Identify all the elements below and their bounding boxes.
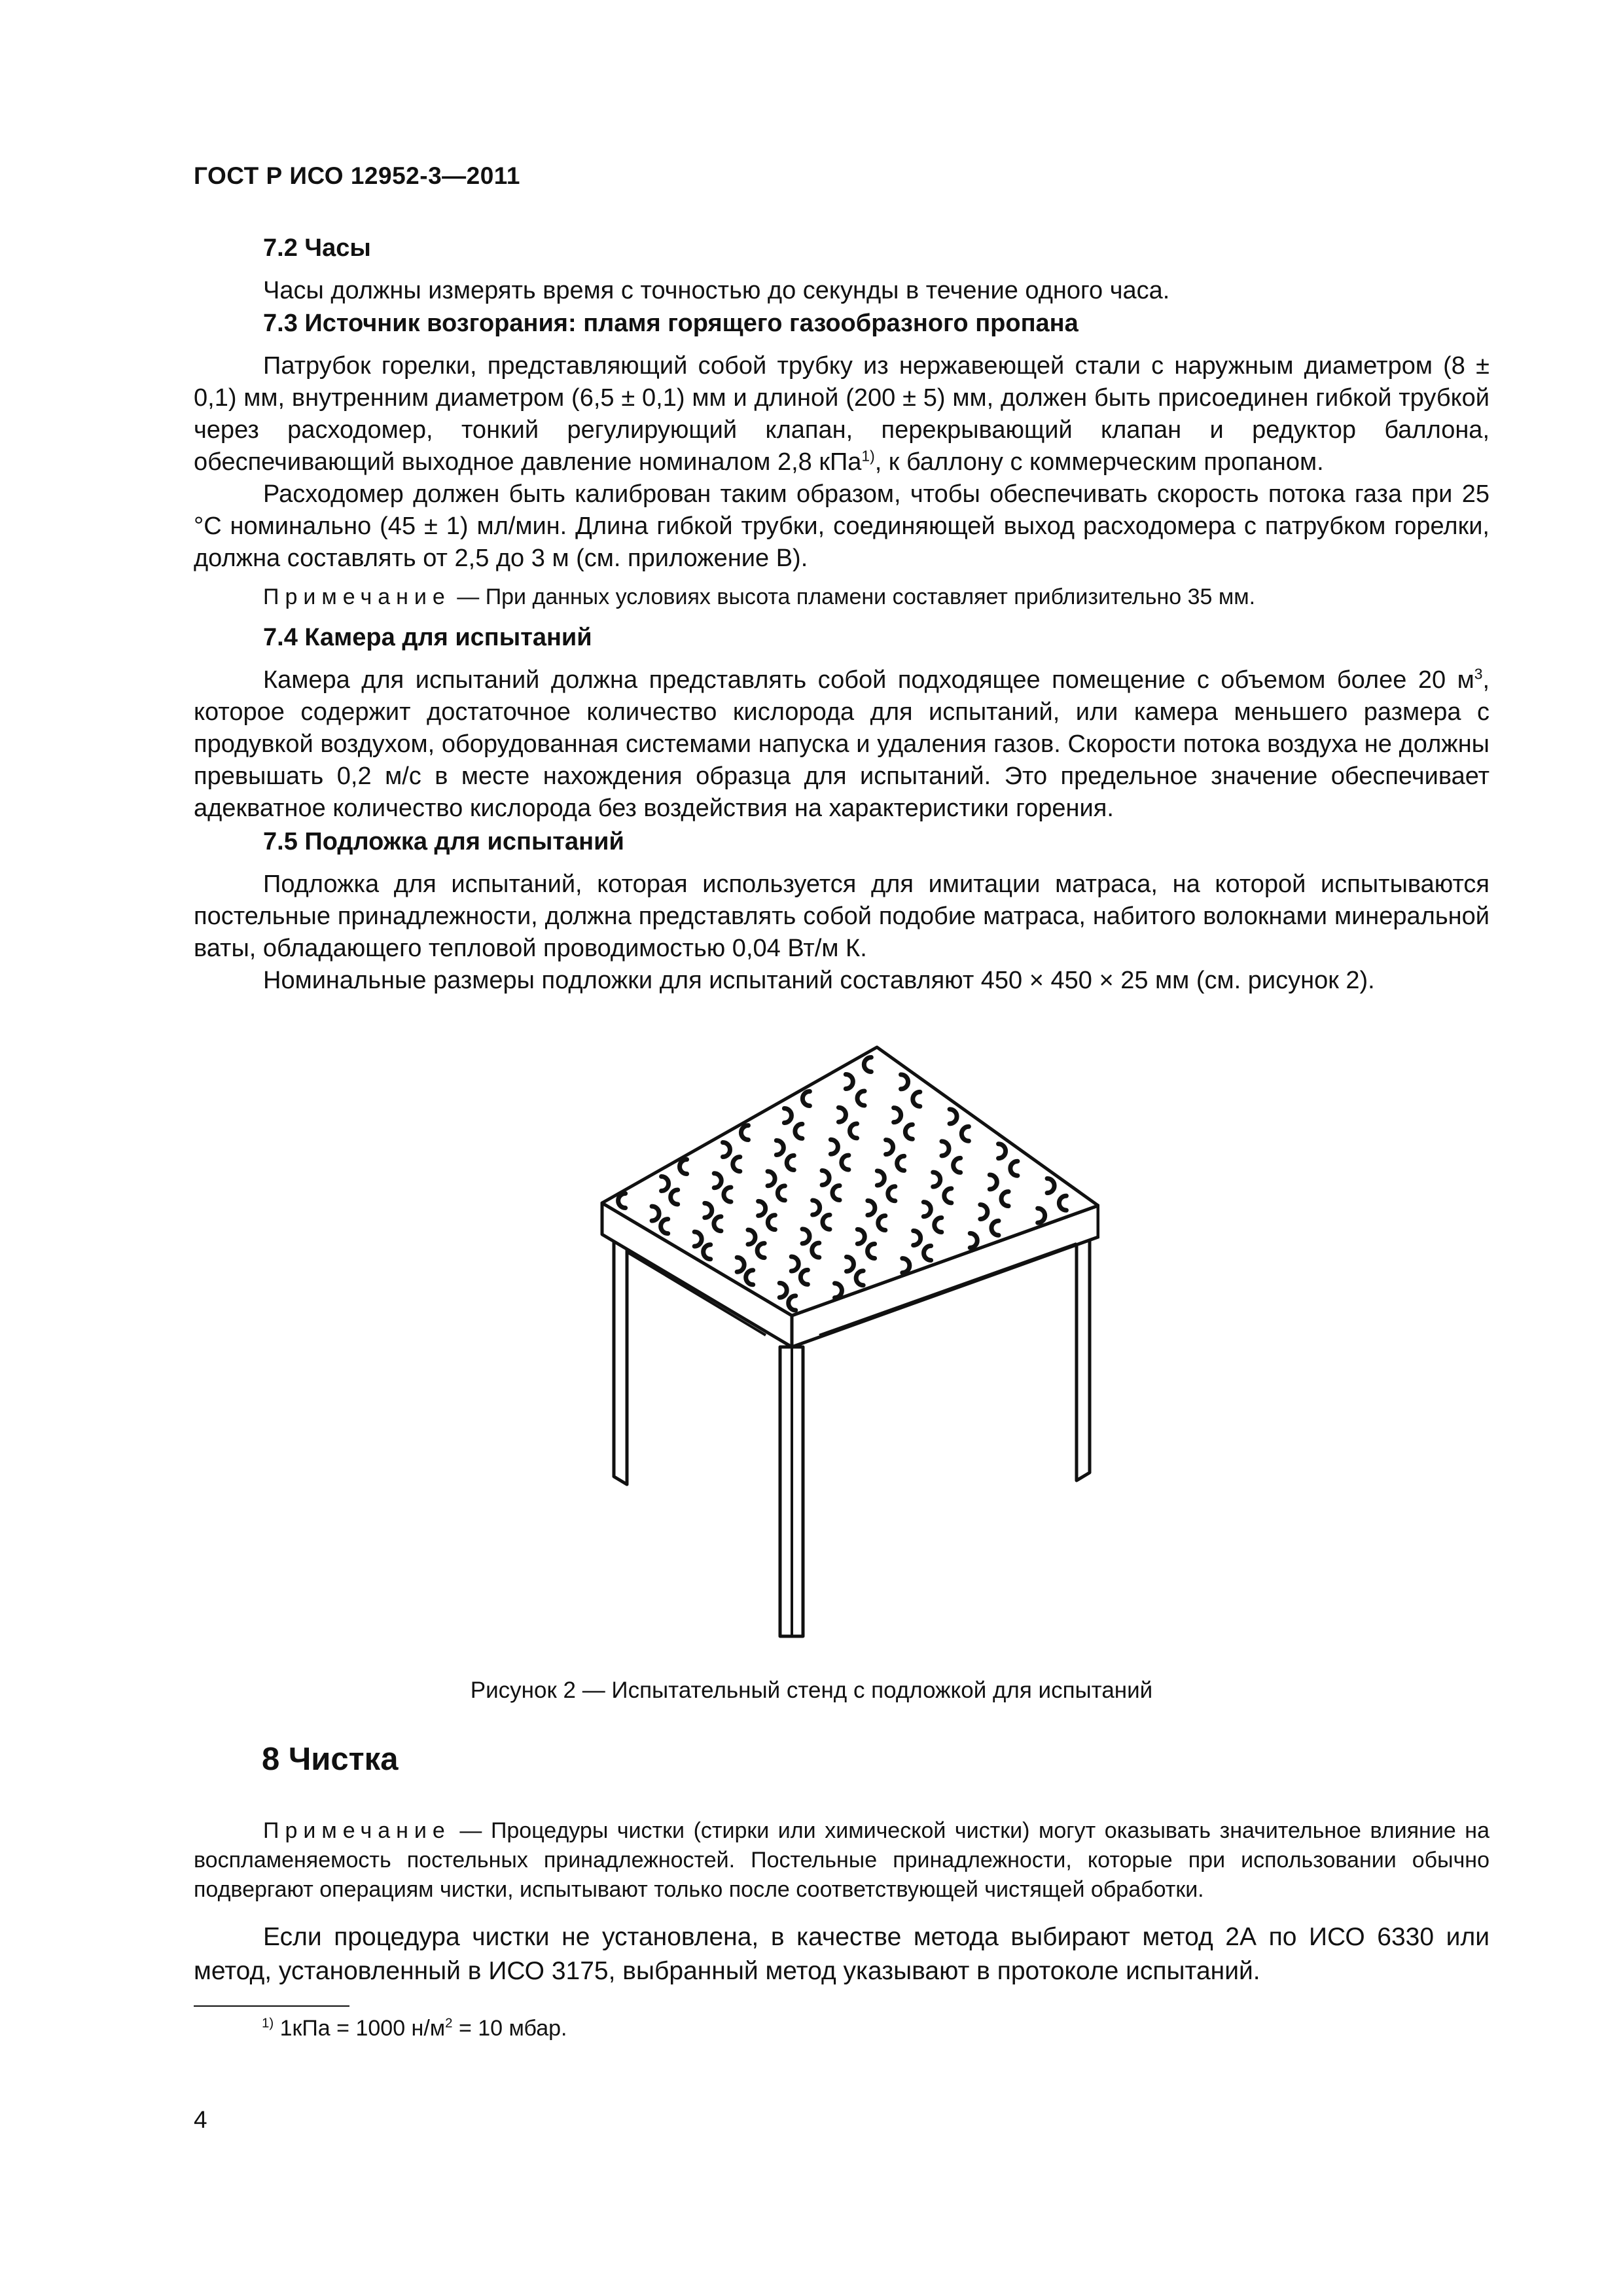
- section-7-2-title: 7.2 Часы: [263, 234, 371, 262]
- section-7-4-paragraph: Камера для испытаний должна представлять собой подходящее помещение с объемом более 20 $м^3$, которое содержит достаточное количество кислорода для испытаний, или камера меньшего размера с продувкой воздухом, оборудованная системами напуска и удаления газов. Скорости потока воздуха не должны превышать 0,2 м/с в месте нахождения образца для испытаний. Это предельное значение обеспечивает адекватное количество кислорода без воздействия на характеристики горения.: [194, 665, 1489, 822]
- document-code-header: ГОСТ Р ИСО 12952-3—2011: [194, 162, 520, 189]
- section-7-5-paragraph-1: Подложка для испытаний, которая используется для имитации матраса, на которой испытываются постельные принадлежности, должна представлять собой подобие матраса, набитого волокнами минеральной ваты, обладающего тепловой проводимостью 0,04 Вт/м К.: [194, 870, 1489, 962]
- section-7-2: [194, 232, 1489, 307]
- section-7-2-paragraph: Часы должны измерять время с точностью до секунды в течение одного часа.: [263, 277, 1170, 304]
- section-7-3-note: Примечание — При данных условиях высота пламени составляет приблизительно 35 мм.: [263, 584, 1256, 609]
- section-7-3-paragraph-2: Расходомер должен быть калиброван таким образом, чтобы обеспечивать скорость потока газа при 25 °С номинально (45 ± 1) мл/мин. Длина гибкой трубки, соединяющей выход расходомера с патрубком горелки, должна составлять от 2,5 до 3 м (см. приложение В).: [194, 480, 1489, 572]
- stand-leg-right: [1077, 1226, 1090, 1480]
- section-7-5: [194, 826, 1489, 997]
- section-7-3-paragraph-1: Патрубок горелки, представляющий собой трубку из нержавеющей стали с наружным диаметром (8 ± 0,1) мм, внутренним диаметром (6,5 ± 0,1) мм и длиной (200 ± 5) мм, должен быть присоединен гибкой трубкой через расходомер, тонкий регулирующий клапан, перекрывающий клапан и редуктор баллона, обеспечивающий выходное давление номиналом 2,8 кПа$^{1)}$, к баллону с коммерческим пропаном.: [194, 352, 1489, 476]
- test-stand-figure: [589, 1034, 1099, 1662]
- section-8-body: [194, 1816, 1489, 1988]
- figure-2-caption: Рисунок 2 — Испытательный стенд с подложкой для испытаний: [470, 1677, 1153, 1703]
- section-7-3-title: 7.3 Источник возгорания: пламя горящего газообразного пропана: [263, 310, 1079, 337]
- section-7-4: [194, 622, 1489, 825]
- section-7-4-title: 7.4 Камера для испытаний: [263, 624, 592, 651]
- section-8-note: Примечание — Процедуры чистки (стирки или химической чистки) могут оказывать значительное влияние на воспламеняемость постельных принадлежностей. Постельные принадлежности, которые при использовании обычно подвергают операциям чистки, испытывают только после соответствующей чистящей обработки.: [194, 1818, 1489, 1902]
- section-8-title: 8 Чистка: [262, 1742, 399, 1777]
- section-7-3: [194, 308, 1489, 612]
- page-number: 4: [194, 2106, 207, 2133]
- footnote-1: $^{1)}$ 1кПа = 1000 $н/м^2 = 10$ мбар.: [262, 2016, 567, 2041]
- section-7-5-paragraph-2: Номинальные размеры подложки для испытаний составляют 450 × 450 × 25 мм (см. рисунок 2).: [263, 967, 1375, 994]
- stand-leg-left: [614, 1234, 627, 1484]
- section-8-paragraph: Если процедура чистки не установлена, в качестве метода выбирают метод 2А по ИСО 6330 или метод, установленный в ИСО 3175, выбранный метод указывают в протоколе испытаний.: [194, 1923, 1489, 1985]
- section-7-5-title: 7.5 Подложка для испытаний: [263, 828, 624, 855]
- footnote-separator: [194, 2005, 349, 2007]
